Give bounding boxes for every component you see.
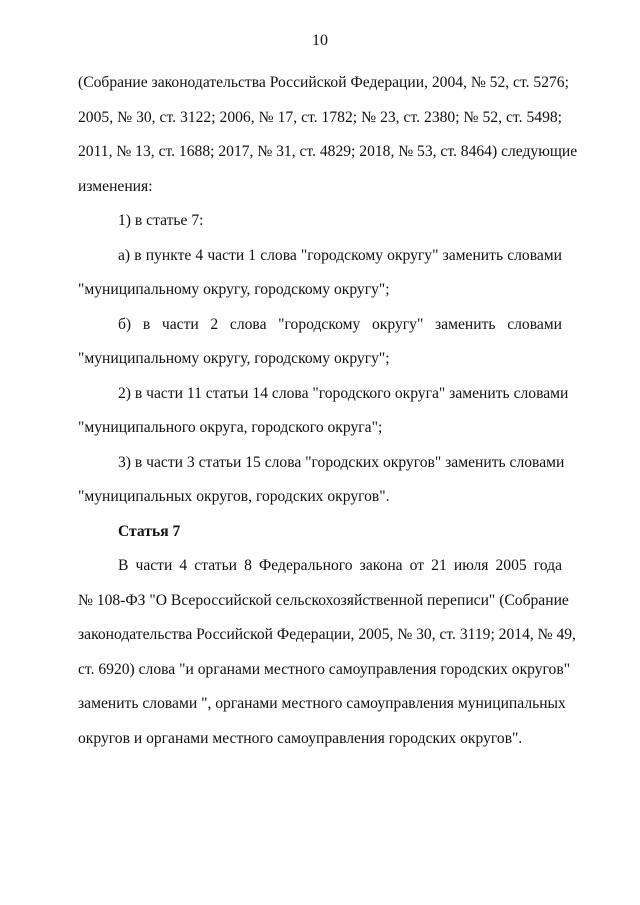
article-heading: Статья 7 [118,522,181,540]
text-line: ст. 6920) слова "и органами местного самоуправления городских округов" [78,660,571,678]
text-line: а) в пункте 4 части 1 слова "городскому округу" заменить словами [118,246,562,264]
text-line: 3) в части 3 статьи 15 слова "городских округов" заменить словами [118,453,565,471]
text-line: законодательства Российской Федерации, 2005, № 30, ст. 3119; 2014, № 49, [78,626,576,643]
page-number: 10 [312,32,328,49]
text-line: "муниципальному округу, городскому округу"; [78,281,390,298]
text-line: 2005, № 30, ст. 3122; 2006, № 17, ст. 1782; № 23, ст. 2380; № 52, ст. 5498; [78,108,562,126]
text-line: "муниципальному округу, городскому округу"; [78,350,390,367]
text-line: б) в части 2 слова "городскому округу" заменить словами [118,315,562,333]
text-line: изменения: [78,177,153,195]
text-line: "муниципального округа, городского округа"; [78,419,383,436]
text-line: 2011, № 13, ст. 1688; 2017, № 31, ст. 4829; 2018, № 53, ст. 8464) следующие [78,143,578,160]
text-line: В части 4 статьи 8 Федерального закона от 21 июля 2005 года [118,557,562,574]
document-body [78,66,578,756]
text-line: округов и органами местного самоуправления городских округов". [78,729,523,747]
text-line: "муниципальных округов, городских округов". [78,488,390,505]
text-line: № 108-ФЗ "О Всероссийской сельскохозяйственной переписи" (Собрание [78,591,569,609]
text-line: (Собрание законодательства Российской Федерации, 2004, № 52, ст. 5276; [78,74,569,91]
text-line: 2) в части 11 статьи 14 слова "городского округа" заменить словами [118,384,569,402]
text-line: заменить словами ", органами местного самоуправления муниципальных [78,695,566,712]
list-item-heading: 1) в статье 7: [118,212,204,229]
